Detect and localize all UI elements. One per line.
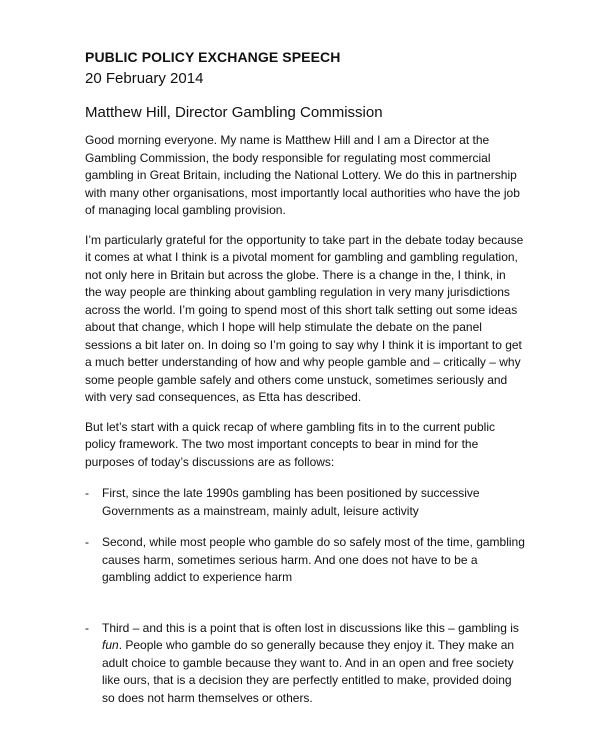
paragraph-recap: But let’s start with a quick recap of where gambling fits in to the current public policy framework. The two most important concepts to bear in mind for the purposes of today’s discussions are as follows:	[85, 419, 495, 469]
document-title: PUBLIC POLICY EXCHANGE SPEECH	[85, 49, 341, 65]
list-item	[85, 620, 525, 708]
concepts-list	[85, 485, 525, 707]
list-item	[85, 534, 525, 587]
bullet-text: Second, while most people who gamble do so safely most of the time, gambling causes harm, sometimes serious harm. And one does not have to be a gambling addict to experience harm	[102, 535, 525, 584]
document-body	[85, 48, 525, 707]
paragraph-gratitude: I’m particularly grateful for the opportunity to take part in the debate today because it comes at what I think is a pivotal moment for gambling and gambling regulation, not only here in Britain but across the globe. There is a change in the, I think, in the way people are thinking about gambling regulation in very many jurisdictions across the world. I’m going to spend most of this short talk setting out some ideas about that change, which I hope will help stimulate the debate on the panel sessions a bit later on. In doing so I’m going to say why I think it is important to get a much better understanding of how and why people gamble and – critically – why some people gamble safely and others come unstuck, sometimes seriously and with very sad consequences, as Etta has described.	[85, 232, 524, 404]
paragraph-intro: Good morning everyone. My name is Matthew Hill and I am a Director at the Gambling Commission, the body responsible for regulating most commercial gambling in Great Britain, including the National Lottery. We do this in partnership with many other organisations, most importantly local authorities who have the job of managing local gambling provision.	[85, 133, 520, 217]
bullet-emphasis: fun	[102, 638, 119, 652]
list-item	[85, 485, 525, 520]
speaker-line: Matthew Hill, Director Gambling Commission	[85, 104, 383, 121]
bullet-text: First, since the late 1990s gambling has been positioned by successive Governments as a mainstream, mainly adult, leisure activity	[102, 486, 480, 518]
bullet-dash: -	[85, 486, 89, 500]
bullet-text-start: Third – and this is a point that is often lost in discussions like this – gambling is	[102, 620, 519, 635]
bullet-dash: -	[85, 535, 89, 549]
bullet-text-end: . People who gamble do so generally because they enjoy it. They make an adult choice to gamble because they want to. And in an open and free society like ours, that is a decision they are perfectly entitled to make, provided doing so does not harm themselves or others.	[102, 638, 515, 705]
speech-date: 20 February 2014	[85, 70, 204, 87]
bullet-dash: -	[85, 620, 89, 635]
